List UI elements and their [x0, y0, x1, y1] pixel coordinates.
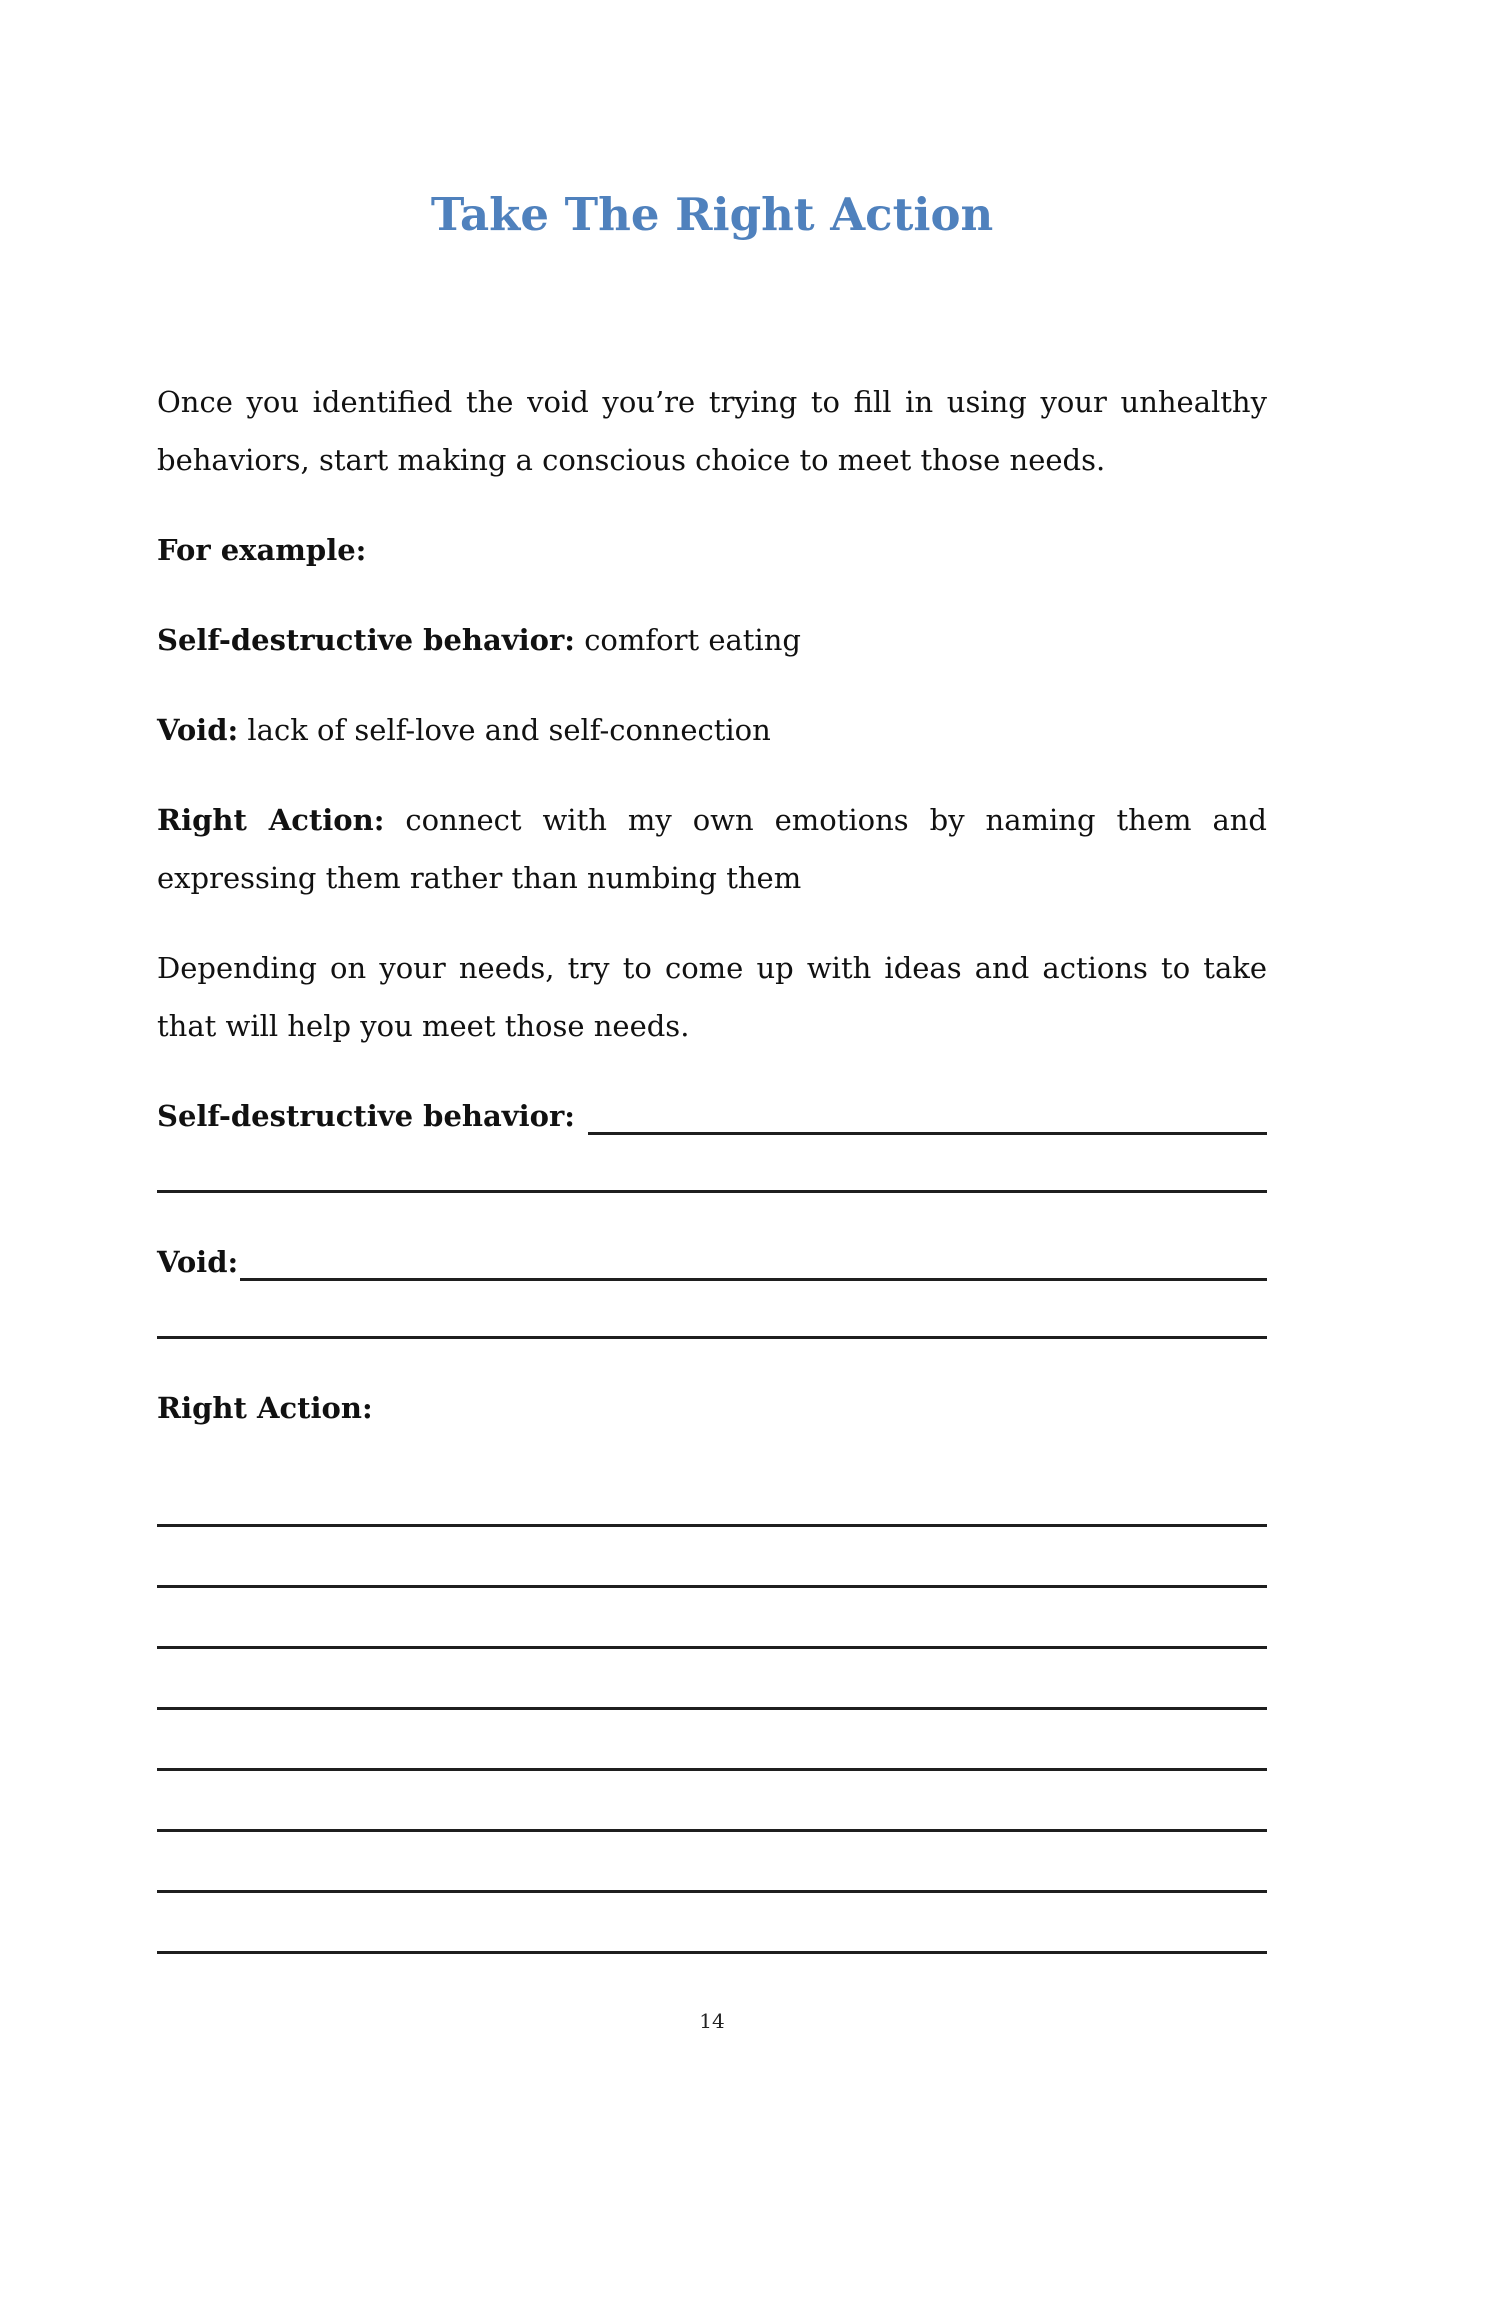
action-field-label: Right Action:	[157, 1391, 373, 1425]
void-field	[157, 1233, 1267, 1291]
write-line	[157, 1771, 1267, 1832]
write-line	[157, 1710, 1267, 1771]
example-action-label: Right Action:	[157, 803, 385, 837]
write-line	[157, 1466, 1267, 1527]
example-void-value: lack of self-love and self-connection	[247, 713, 771, 747]
void-write-line	[240, 1233, 1267, 1281]
behavior-field-label: Self-destructive behavior:	[157, 1099, 575, 1133]
write-line	[157, 1832, 1267, 1893]
write-line	[157, 1588, 1267, 1649]
void-field-label: Void:	[157, 1245, 239, 1279]
instruction-paragraph: Depending on your needs, try to come up with ideas and actions to take that will help you meet those needs.	[157, 951, 1267, 1043]
intro-paragraph: Once you identified the void you’re trying to fill in using your unhealthy behaviors, start making a conscious choice to meet those needs.	[157, 385, 1267, 477]
example-action-line	[157, 791, 1267, 907]
behavior-write-line	[588, 1087, 1267, 1135]
write-line	[157, 1893, 1267, 1954]
example-behavior-label: Self-destructive behavior:	[157, 623, 575, 657]
page-title: Take The Right Action	[430, 188, 994, 241]
example-heading: For example:	[157, 533, 367, 567]
page-number: 14	[699, 2009, 725, 2033]
example-behavior-value: comfort eating	[584, 623, 801, 657]
example-behavior-line	[157, 611, 1267, 669]
action-write-lines	[157, 1466, 1267, 1954]
behavior-field	[157, 1087, 1267, 1145]
write-line	[157, 1527, 1267, 1588]
void-write-line-continued	[157, 1291, 1267, 1339]
behavior-write-line-continued	[157, 1145, 1267, 1193]
write-line	[157, 1649, 1267, 1710]
example-void-line	[157, 701, 1267, 759]
example-void-label: Void:	[157, 713, 239, 747]
document-page	[0, 185, 1500, 2306]
example-action-value: connect with my own emotions by naming them and expressing them rather than numbing them	[157, 803, 1267, 895]
